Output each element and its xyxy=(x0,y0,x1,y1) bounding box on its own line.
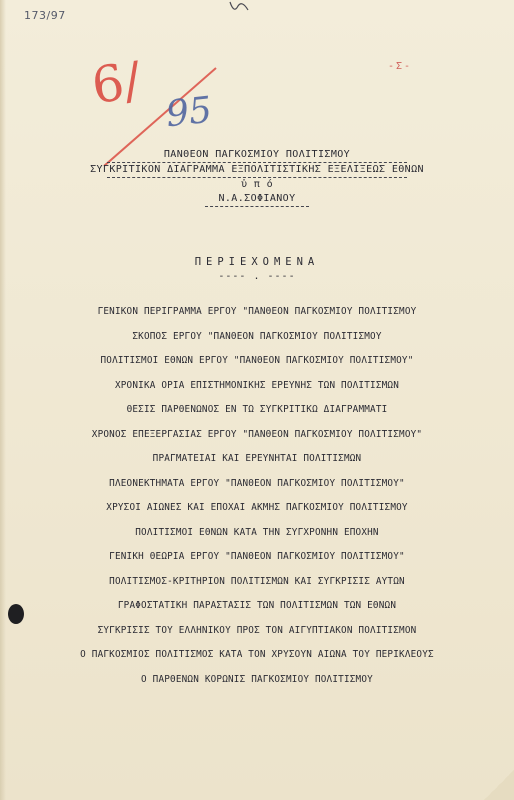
contents-item: ΧΡΥΣΟΙ ΑΙΩΝΕΣ ΚΑΙ ΕΠΟΧΑΙ ΑΚΜΗΣ ΠΑΓΚΟΣΜΙΟΥ ΠΟΛΙΤΙΣΜΟΥ xyxy=(106,502,408,513)
ink-smudge-icon xyxy=(226,0,252,18)
contents-item: ΓΕΝΙΚΟΝ ΠΕΡΙΓΡΑΜΜΑ ΕΡΓΟΥ "ΠΑΝΘΕΟΝ ΠΑΓΚΟΣΜΙΟΥ ΠΟΛΙΤΙΣΜΟΥ xyxy=(97,306,417,317)
paper-edge xyxy=(0,0,6,800)
punch-hole xyxy=(8,604,24,624)
header-title: ΠΑΝΘΕΟΝ ΠΑΓΚΟΣΜΙΟΥ ΠΟΛΙΤΙΣΜΟΥ xyxy=(163,149,351,160)
contents-item: ΠΡΑΓΜΑΤΕΙΑΙ ΚΑΙ ΕΡΕΥΝΗΤΑΙ ΠΟΛΙΤΙΣΜΩΝ xyxy=(152,453,362,464)
page-mark: -Σ- xyxy=(388,61,413,72)
contents-item: ΘΕΣΙΣ ΠΑΡΘΕΝΩΝΟΣ ΕΝ ΤΩ ΣΥΓΚΡΙΤΙΚΩ ΔΙΑΓΡΑΜΜΑΤΙ xyxy=(126,404,388,415)
contents-item: Ο ΠΑΓΚΟΣΜΙΟΣ ΠΟΛΙΤΙΣΜΟΣ ΚΑΤΑ ΤΟΝ ΧΡΥΣΟΥΝ ΑΙΩΝΑ ΤΟΥ ΠΕΡΙΚΛΕΟΥΣ xyxy=(80,649,434,660)
contents-item: ΣΚΟΠΟΣ ΕΡΓΟΥ "ΠΑΝΘΕΟΝ ΠΑΓΚΟΣΜΙΟΥ ΠΟΛΙΤΙΣΜΟΥ xyxy=(132,330,382,342)
header-rule xyxy=(205,206,309,207)
contents-divider: ---- . ---- xyxy=(218,271,296,282)
contents-item: ΧΡΟΝΙΚΑ ΟΡΙΑ ΕΠΙΣΤΗΜΟΝΙΚΗΣ ΕΡΕΥΝΗΣ ΤΩΝ ΠΟΛΙΤΙΣΜΩΝ xyxy=(114,379,400,391)
header-by: ὑ π ό xyxy=(240,179,274,190)
document-header xyxy=(80,148,434,207)
blue-folio-number: 95 xyxy=(163,89,214,136)
contents-title: ΠΕΡΙΕΧΟΜΕΝΑ xyxy=(194,256,320,268)
contents-item: ΠΟΛΙΤΙΣΜΟΣ-ΚΡΙΤΗΡΙΟΝ ΠΟΛΙΤΙΣΜΩΝ ΚΑΙ ΣΥΓΚΡΙΣΙΣ ΑΥΤΩΝ xyxy=(109,575,405,587)
contents-item: Ο ΠΑΡΘΕΝΩΝ ΚΟΡΩΝΙΣ ΠΑΓΚΟΣΜΙΟΥ ΠΟΛΙΤΙΣΜΟΥ xyxy=(141,673,373,685)
contents-item: ΠΟΛΙΤΙΣΜΟΙ ΕΘΝΩΝ ΚΑΤΑ ΤΗΝ ΣΥΓΧΡΟΝΗΝ ΕΠΟΧΗΝ xyxy=(135,526,379,538)
archive-number: 173/97 xyxy=(24,9,66,22)
header-author: Ν.Α.ΣΟΦΙΑΝΟΥ xyxy=(218,193,296,204)
contents-list xyxy=(34,300,480,692)
red-folio-number: 6/ xyxy=(88,50,145,116)
contents-item: ΠΟΛΙΤΙΣΜΟΙ ΕΘΝΩΝ ΕΡΓΟΥ "ΠΑΝΘΕΟΝ ΠΑΓΚΟΣΜΙΟΥ ΠΟΛΙΤΙΣΜΟΥ" xyxy=(100,355,414,366)
contents-item: ΠΛΕΟΝΕΚΤΗΜΑΤΑ ΕΡΓΟΥ "ΠΑΝΘΕΟΝ ΠΑΓΚΟΣΜΙΟΥ ΠΟΛΙΤΙΣΜΟΥ" xyxy=(109,477,405,489)
contents-item: ΧΡΟΝΟΣ ΕΠΕΞΕΡΓΑΣΙΑΣ ΕΡΓΟΥ "ΠΑΝΘΕΟΝ ΠΑΓΚΟΣΜΙΟΥ ΠΟΛΙΤΙΣΜΟΥ" xyxy=(91,428,423,440)
header-subtitle: ΣΥΓΚΡΙΤΙΚΟΝ ΔΙΑΓΡΑΜΜΑ ΕΞΠΟΛΙΤΙΣΤΙΚΗΣ ΕΞΕΛΙΞΕΩΣ ΕΘΝΩΝ xyxy=(90,164,424,175)
contents-item: ΓΡΑΦΟΣΤΑΤΙΚΗ ΠΑΡΑΣΤΑΣΙΣ ΤΩΝ ΠΟΛΙΤΙΣΜΩΝ ΤΩΝ ΕΘΝΩΝ xyxy=(117,600,397,611)
page-corner xyxy=(484,770,514,800)
contents-item: ΣΥΓΚΡΙΣΙΣ ΤΟΥ ΕΛΛΗΝΙΚΟΥ ΠΡΟΣ ΤΟΝ ΑΙΓΥΠΤΙΑΚΟΝ ΠΟΛΙΤΙΣΜΟΝ xyxy=(97,624,417,636)
contents-item: ΓΕΝΙΚΗ ΘΕΩΡΙΑ ΕΡΓΟΥ "ΠΑΝΘΕΟΝ ΠΑΓΚΟΣΜΙΟΥ ΠΟΛΙΤΙΣΜΟΥ" xyxy=(109,551,405,562)
